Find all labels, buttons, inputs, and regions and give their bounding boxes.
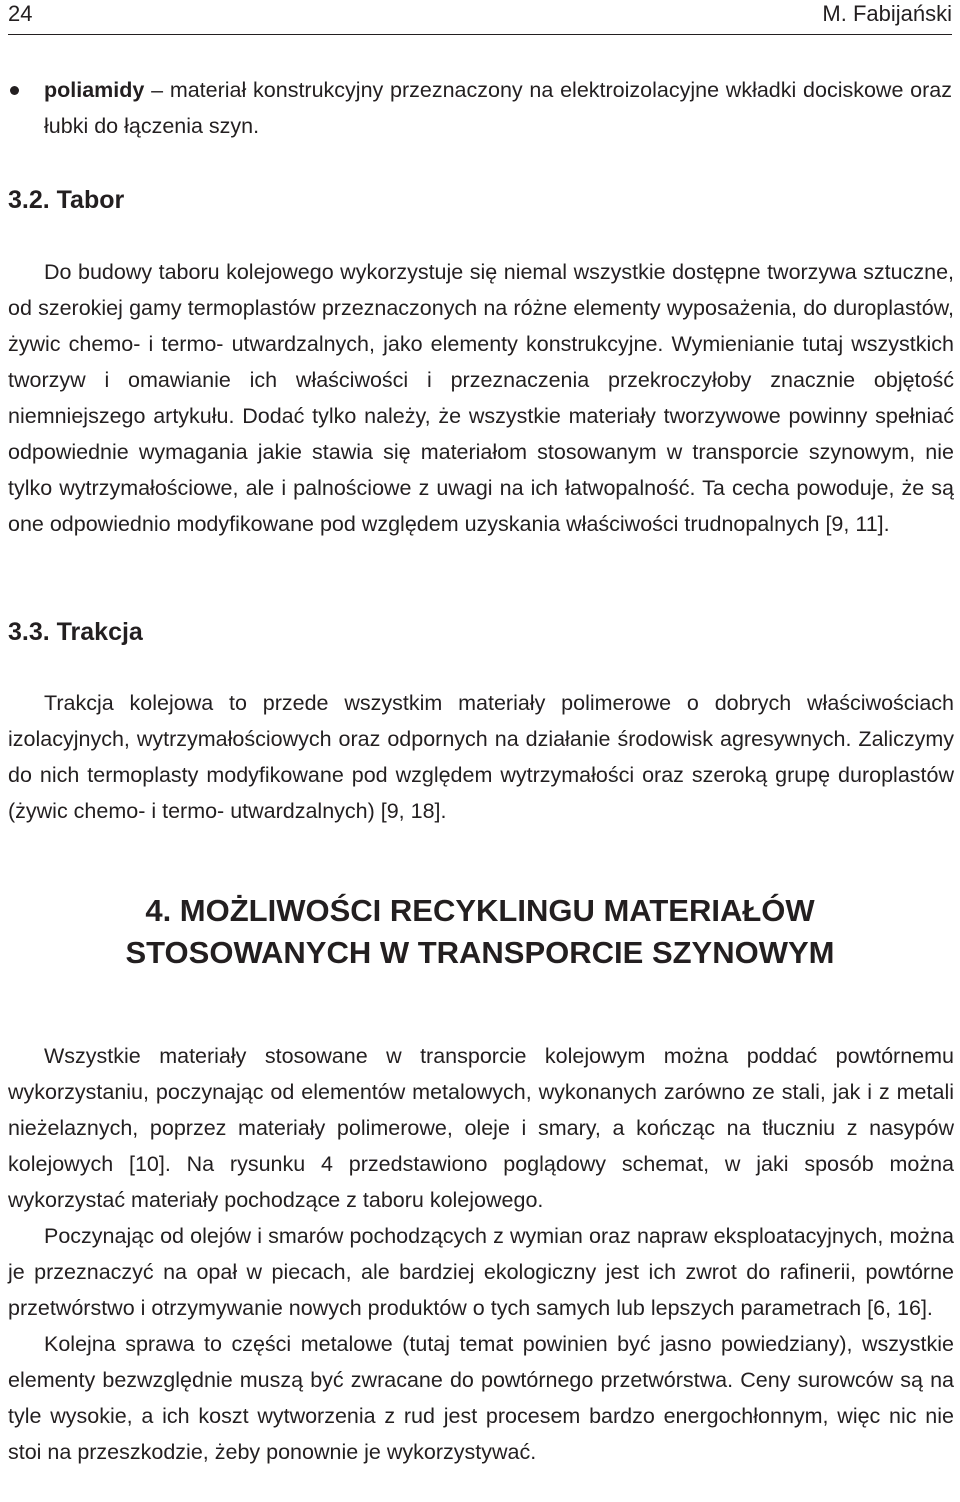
running-header <box>8 0 952 35</box>
bullet-icon <box>10 86 19 95</box>
paragraph: Trakcja kolejowa to przede wszystkim materiały polimerowe o dobrych właściwościach izolacyjnych, wytrzymałościowych oraz odpornych na działanie środowisk agresywnych. Zaliczymy do nich termoplasty modyfikowane pod względem wytrzymałości oraz szeroką grupę duroplastów (żywic chemo- i termo- utwardzalnych) [9, 18]. <box>8 691 954 823</box>
chapter-4-body <box>8 1038 954 1470</box>
chapter-heading <box>0 890 960 974</box>
chapter-heading-line-1: 4. MOŻLIWOŚCI RECYKLINGU MATERIAŁÓW <box>145 893 815 928</box>
section-heading-trakcja: 3.3. Trakcja <box>8 618 143 646</box>
paragraph: Poczynając od olejów i smarów pochodzących z wymian oraz napraw eksploatacyjnych, można je przeznaczyć na opał w piecach, ale bardziej ekologiczny jest ich zwrot do rafinerii, powtórne przetwórstwo i otrzymywanie nowych produktów o tych samych lub lepszych parametrach [6, 16]. <box>8 1224 954 1320</box>
section-trakcja-body <box>8 685 954 829</box>
page-number: 24 <box>8 1 33 26</box>
paragraph: Kolejna sprawa to części metalowe (tutaj temat powinien być jasno powiedziany), wszystkie elementy bezwzględnie muszą być zwracane do powtórnego przetwórstwa. Ceny surowców są na tyle wysokie, a ich koszt wytworzenia z rud jest procesem bardzo energochłonnym, więc nic nie stoi na przeszkodzie, żeby ponownie je wykorzystywać. <box>8 1332 954 1464</box>
bullet-list-item <box>8 72 952 144</box>
chapter-heading-line-2: STOSOWANYCH W TRANSPORCIE SZYNOWYM <box>125 935 835 970</box>
bullet-term: poliamidy <box>44 78 145 102</box>
bullet-description: – materiał konstrukcyjny przeznaczony na elektroizolacyjne wkładki dociskowe oraz łubki do łączenia szyn. <box>44 78 952 138</box>
bullet-text <box>44 72 952 144</box>
section-tabor-body <box>8 254 954 542</box>
paragraph: Do budowy taboru kolejowego wykorzystuje się niemal wszystkie dostępne tworzywa sztuczne, od szerokiej gamy termoplastów przeznaczonych na różne elementy wyposażenia, do duroplastów, żywic chemo- i termo- utwardzalnych, jako elementy konstrukcyjne. Wymienianie tutaj wszystkich tworzyw i omawianie ich właściwości i przeznaczenia przekroczyłoby znacznie objętość niemniejszego artykułu. Dodać tylko należy, że wszystkie materiały tworzywowe powinny spełniać odpowiednie wymagania jakie stawia się materiałom stosowanym w transporcie szynowym, nie tylko wytrzymałościowe, ale i palnościowe z uwagi na ich łatwopalność. Ta cecha powoduje, że są one odpowiednio modyfikowane pod względem uzyskania właściwości trudnopalnych [9, 11]. <box>8 260 954 536</box>
section-heading-tabor: 3.2. Tabor <box>8 186 125 214</box>
author-name: M. Fabijański <box>822 1 952 26</box>
paragraph: Wszystkie materiały stosowane w transporcie kolejowym można poddać powtórnemu wykorzystaniu, poczynając od elementów metalowych, wykonanych zarówno ze stali, jak i z metali nieżelaznych, poprzez materiały polimerowe, oleje i smary, a kończąc na tłuczniu z nasypów kolejowych [10]. Na rysunku 4 przedstawiono poglądowy schemat, w jaki sposób można wykorzystać materiały pochodzące z taboru kolejowego. <box>8 1044 954 1212</box>
